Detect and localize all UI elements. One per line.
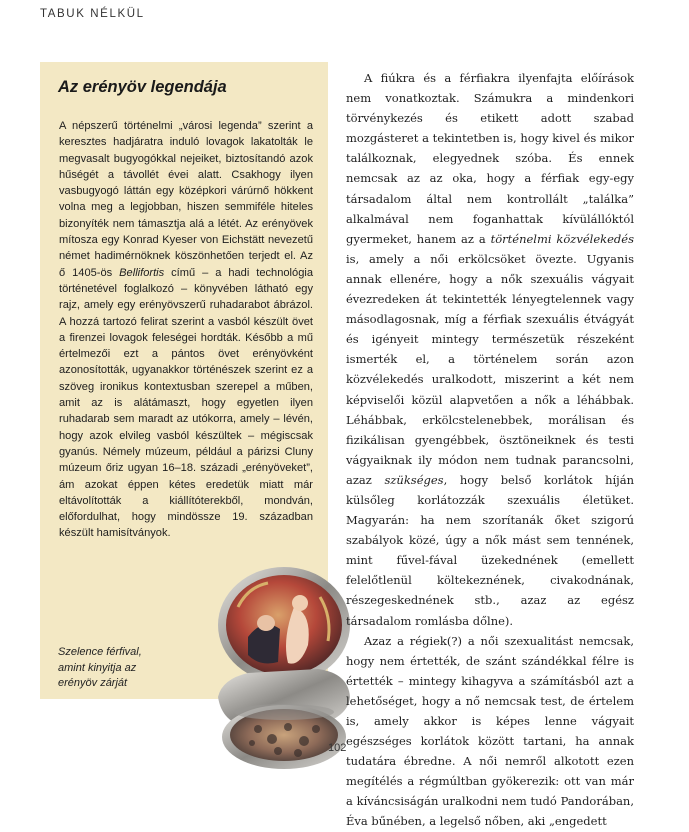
main-text [346,68,634,832]
sidebar-paragraph: A népszerű történelmi „városi legenda” szerint a keresztes hadjáratra induló lovagok lakatolták le megvasalt bugyogókkal nejeiket, biztosítandó azok hűségét a távollét évei alatt. Csakhogy ilyen vasbugyogó láttán egy középkori várúrnő hökkent volna meg a legjobban, hiszen semmiféle hiteles bizonyíték nem támasztja alá a létét. Az erényövek mítosza egy Konrad Kyeser von Eichstätt nevezetű német hadimérnöknek köszönhetően terjedt el. Az ő 1405-ös Bellifortis című – a hadi technológia történetével foglalkozó – könyvében látható egy rajz, amely egy erényövszerű ruhadarabot ábrázol. A hozzá tartozó felirat szerint a vasból készült övet a firenzei lovagok feleségei hordták. Később a mű értelmezői ezt a pántos övet erényövként azonosították, ugyanakkor történészek szerint ez a szöveg ironikus kontextusban szerepel a műben, amit az is alátámaszt, hogy egyetlen ilyen ruhadarab sem maradt az utókorra, amely – lévén, hogy azok elvileg vasból készültek – mégiscsak gyanús. Némely múzeum, például a párizsi Cluny múzeum őriz ugyan 16–18. századi „erényöveket”, ám azokat éppen kétes eredetük miatt már eltávolították a kiállítóterekből, mondván, előfordulhat, hogy mindössze 19. században készült hamisítványok. [59,120,313,540]
emphasis: szükséges [384,472,444,487]
sidebar-text [59,118,313,542]
running-head: TABUK NÉLKÜL [40,8,145,20]
book-title: Bellifortis [119,266,165,279]
main-paragraph-2: Azaz a régiek(?) a női szexualitást nemcsak, hogy nem értették, de szánt szándékkal félre is értették – mintegy kihagyva a számításból azt a lehetőséget, hogy a nő nemcsak test, de értelem is, amely akkor is képes lenne vágyait egészséges korlátok között tartani, ha annak tudatára ébredne. A női nemről alkotott ezen megítélés a régmúltban gyökerezik: ott van már a kíváncsiságán uralkodni nem tudó Pandorában, Éva bűnében, a legelső nőben, aki „engedett [346,633,634,829]
sidebar-title: Az erényöv legendája [58,78,227,96]
main-paragraph-1: A fiúkra és a férfiakra ilyenfajta előírások nem vonatkoztak. Számukra a mindenkori törvénykezés és etikett adott szabad mozgásteret a tekintetben is, hogy kivel és mikor találkoznak, elegyednek szóba. És ennek nemcsak az az oka, hogy a férfiak egy-egy társadalom által nem kontrollált „találka” alkalmával nem foganhattak kívülállóktól gyermeket, hanem az a történelmi közvélekedés is, amely a női erkölcsöket övezte. Ugyanis annak ellenére, hogy a nők szexuális vágyait évezredeken át tekintették lényegtelennek vagy másodlagosnak, míg a férfiak szexuális étvágyát és igényeit mintegy természetük részeként ismerték el, a történelem során azon közvélekedés uralkodott, miszerint a két nem képviselői közül alapvetően a nők a léhábbak. Léhábbak, erkölcstelenebbek, morálisan és fizikálisan gyengébbek, ösztöneiknek és testi vágyaiknak ily módon nem tudnak parancsolni, azaz szükséges, hogy belső korlátok híján külsőleg korlátozzák szexuális életüket. Magyarán: ha nem szorítanák őket szigorú szabályok közé, úgy a nők mást sem tennének, mint fűvel-fával üzekednének (emellett felelőtlenül költekeznének, civakodnának, részegeskednének stb., azaz az egész társadalom romlásba dőlne). [346,71,634,628]
sidebar-box [40,62,328,699]
photo-caption: Szelence férfival, amint kinyitja az erényöv zárját [58,646,142,689]
emphasis: történelmi közvélekedés [490,231,634,246]
page-number: 102 [328,742,347,754]
